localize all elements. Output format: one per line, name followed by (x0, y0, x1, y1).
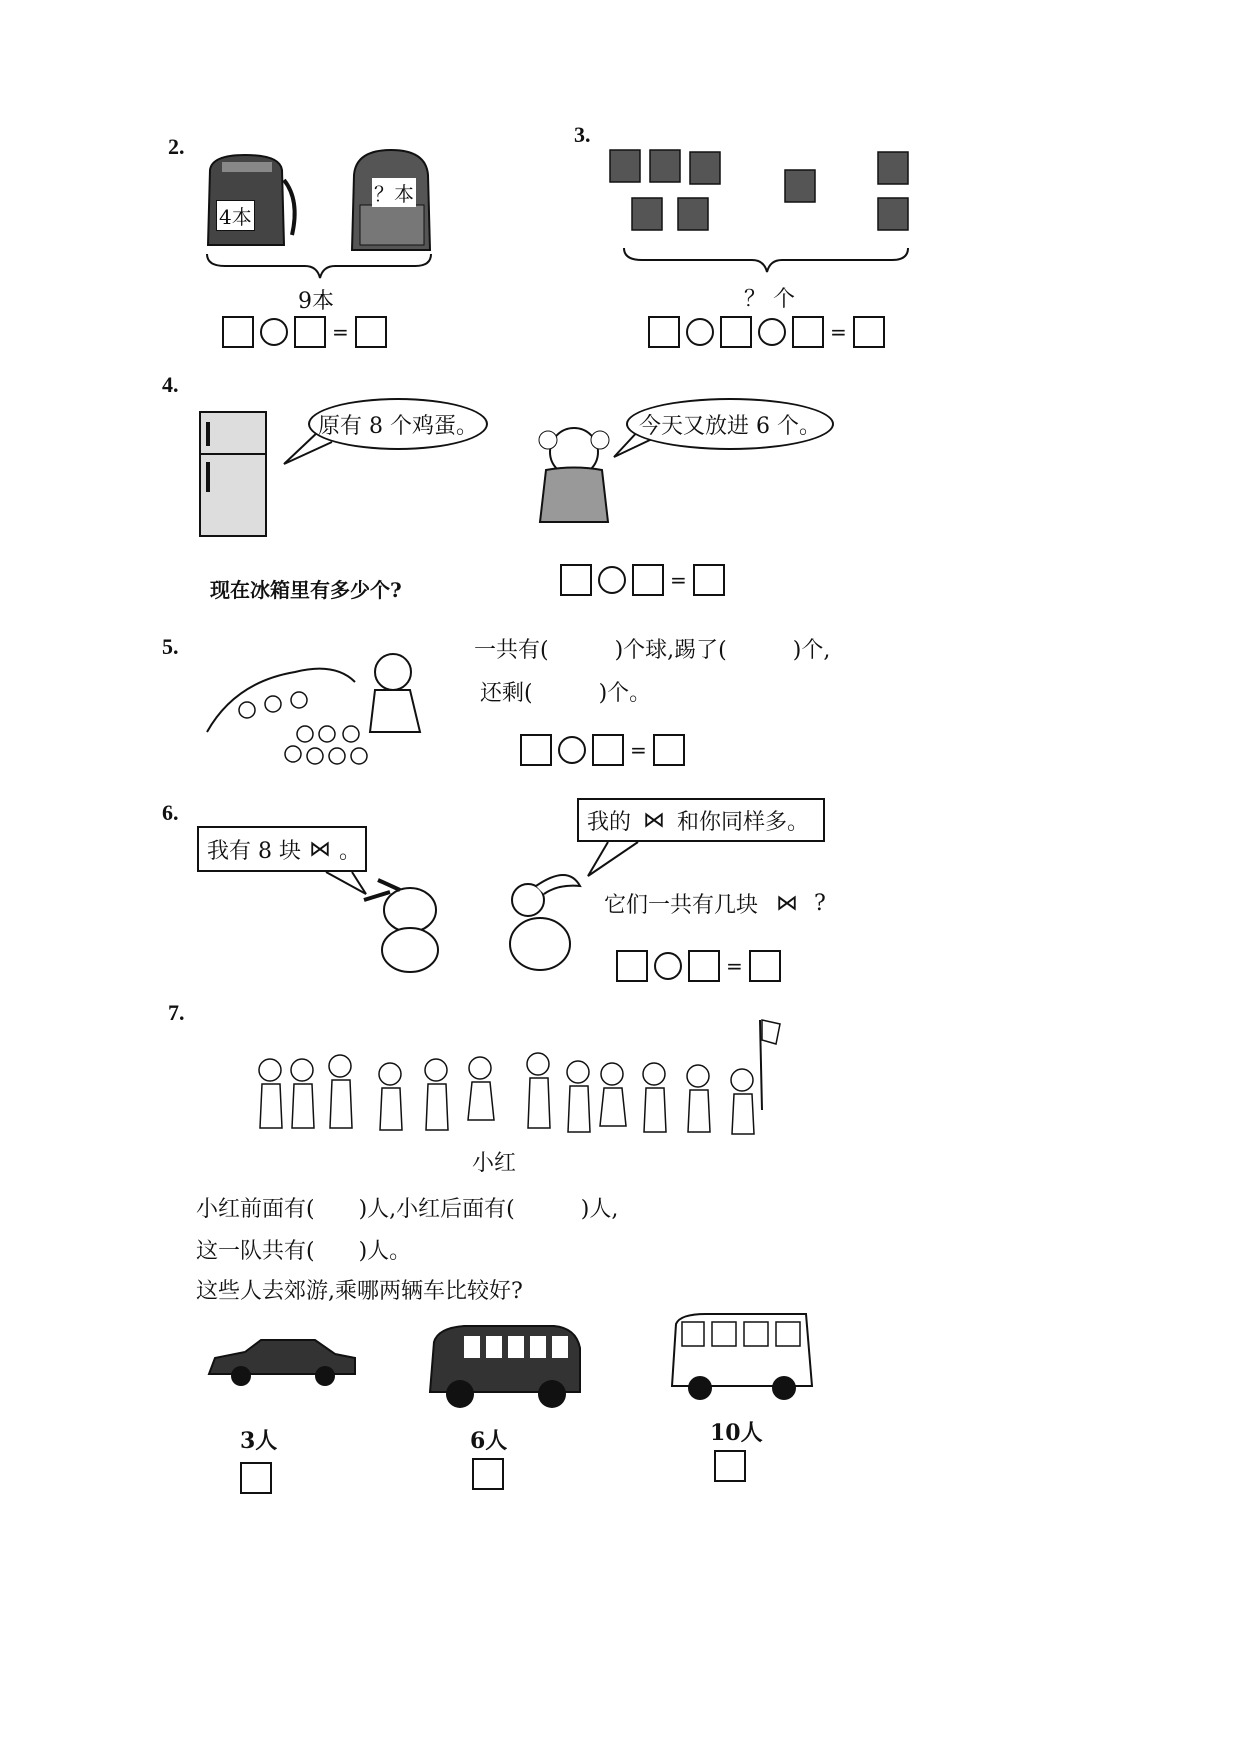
operator-circle[interactable] (260, 318, 288, 346)
q4-number: 4. (162, 372, 179, 397)
operator-circle[interactable] (558, 736, 586, 764)
operator-circle[interactable] (758, 318, 786, 346)
rabbit-right-icon (488, 864, 588, 979)
checkbox-car[interactable] (240, 1462, 272, 1494)
vehicle-label-car: 3人 (240, 1428, 278, 1454)
equals-sign: = (830, 320, 847, 344)
girl-icon (524, 420, 624, 525)
operator-circle[interactable] (598, 566, 626, 594)
q6-number: 6. (162, 800, 179, 825)
q5-number: 5. (162, 634, 179, 659)
operator-circle[interactable] (654, 952, 682, 980)
brace-q2 (205, 252, 435, 282)
q5-equation (520, 734, 691, 766)
speech-right-text-a: 我的 (587, 809, 632, 835)
equals-sign: = (726, 954, 743, 978)
q7-line1: 小红前面有( )人,小红后面有( )人, (196, 1197, 619, 1222)
speech-bubble-fridge: 原有 8 个鸡蛋。 (308, 398, 488, 450)
answer-box[interactable] (853, 316, 885, 348)
equals-sign: = (332, 320, 349, 344)
q3-number: 3. (574, 122, 591, 147)
answer-box[interactable] (749, 950, 781, 982)
answer-box[interactable] (520, 734, 552, 766)
speech-box-right (577, 798, 825, 842)
right-bag-label: ？本 (372, 178, 416, 207)
cups-group-icon (600, 140, 930, 250)
left-bag-label: 4本 (216, 200, 255, 231)
children-line-icon (240, 1010, 780, 1150)
answer-box[interactable] (688, 950, 720, 982)
q6-question (604, 888, 826, 919)
q2-total: 9本 (298, 289, 334, 314)
answer-box[interactable] (616, 950, 648, 982)
q2-equation (222, 316, 393, 348)
refrigerator-icon (198, 410, 273, 540)
answer-box[interactable] (355, 316, 387, 348)
bear-kicking-balls-icon (205, 642, 435, 777)
q5-line2: 还剩( )个。 (480, 681, 652, 706)
q3-total: ？ 个 (744, 287, 795, 312)
answer-box[interactable] (560, 564, 592, 596)
vehicle-label-bus: 6人 (470, 1428, 508, 1454)
answer-box[interactable] (632, 564, 664, 596)
answer-box[interactable] (294, 316, 326, 348)
answer-box[interactable] (653, 734, 685, 766)
speech-tail (584, 840, 644, 880)
checkbox-van[interactable] (714, 1450, 746, 1482)
q7-number: 7. (168, 1000, 185, 1025)
q7-line3: 这些人去郊游,乘哪两辆车比较好? (196, 1279, 523, 1304)
speech-left-text-b: 。 (338, 838, 361, 864)
bus-icon (424, 1322, 584, 1414)
answer-box[interactable] (693, 564, 725, 596)
brace-q3 (622, 246, 912, 276)
answer-box[interactable] (592, 734, 624, 766)
answer-box[interactable] (648, 316, 680, 348)
checkbox-bus[interactable] (472, 1458, 504, 1490)
car-icon (205, 1334, 360, 1394)
speech-bubble-girl: 今天又放进 6 个。 (626, 398, 834, 450)
xiaohong-label: 小红 (472, 1151, 517, 1176)
q3-equation (648, 316, 891, 348)
candy-icon: ⋈ (643, 807, 666, 833)
van-icon (666, 1312, 816, 1406)
q5-line1: 一共有( )个球,踢了( )个, (474, 638, 831, 663)
candy-icon: ⋈ (308, 836, 331, 862)
q2-number: 2. (168, 134, 185, 159)
vehicle-label-van: 10人 (710, 1420, 763, 1446)
answer-box[interactable] (720, 316, 752, 348)
speech-box-left (197, 826, 367, 872)
q4-question: 现在冰箱里有多少个? (210, 578, 402, 602)
speech-left-text-a: 我有 8 块 (207, 838, 301, 864)
answer-box[interactable] (222, 316, 254, 348)
q6-question-text-a: 它们一共有几块 (604, 893, 759, 918)
equals-sign: = (630, 738, 647, 762)
candy-icon: ⋈ (776, 891, 799, 916)
rabbit-left-icon (360, 870, 460, 975)
q6-equation (616, 950, 787, 982)
answer-box[interactable] (792, 316, 824, 348)
speech-right-text-b: 和你同样多。 (677, 809, 810, 835)
q6-question-text-b: ? (814, 891, 826, 916)
operator-circle[interactable] (686, 318, 714, 346)
q4-equation (560, 564, 731, 596)
q7-line2: 这一队共有( )人。 (196, 1239, 412, 1264)
equals-sign: = (670, 568, 687, 592)
